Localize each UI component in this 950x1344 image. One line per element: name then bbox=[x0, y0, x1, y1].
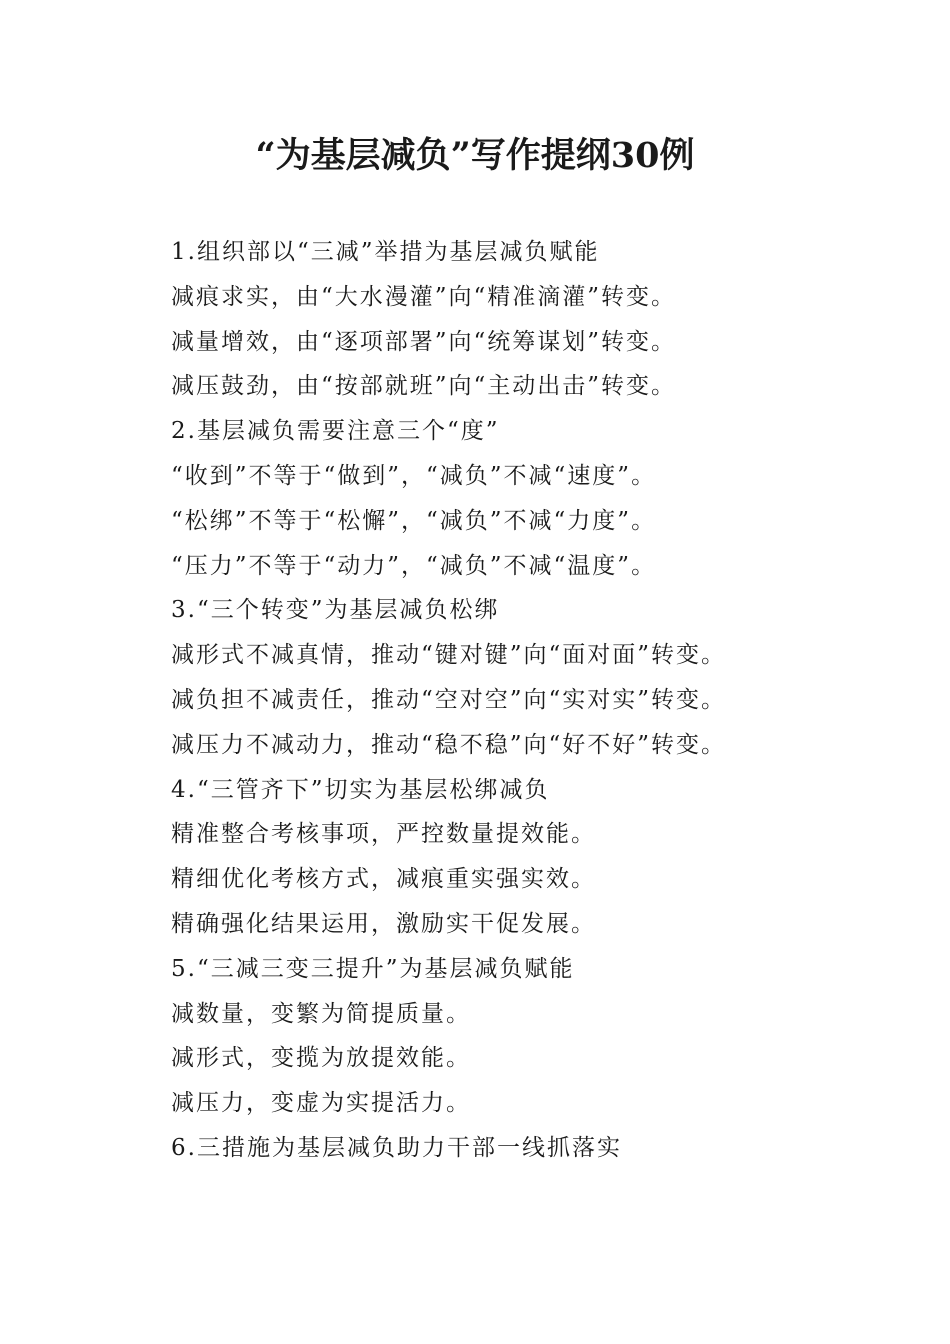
body-line: 减量增效，由“逐项部署”向“统筹谋划”转变。 bbox=[171, 328, 677, 355]
body-line: 减形式不减真情，推动“键对键”向“面对面”转变。 bbox=[171, 642, 727, 669]
body-line: 精确强化结果运用，激励实干促发展。 bbox=[171, 910, 596, 937]
body-line: 减压力，变虚为实提活力。 bbox=[171, 1090, 471, 1117]
body-line: 减压力不减动力，推动“稳不稳”向“好不好”转变。 bbox=[171, 731, 727, 758]
body-line: “松绑”不等于“松懈”，“减负”不减“力度”。 bbox=[171, 507, 657, 534]
heading-3: 3.“三个转变”为基层减负松绑 bbox=[171, 597, 500, 624]
heading-4: 4.“三管齐下”切实为基层松绑减负 bbox=[171, 776, 550, 803]
heading-2: 2.基层减负需要注意三个“度” bbox=[171, 418, 500, 445]
body-line: 精细优化考核方式，减痕重实强实效。 bbox=[171, 866, 596, 893]
body-line: 减数量，变繁为简提质量。 bbox=[171, 1000, 471, 1027]
body-line: 减痕求实，由“大水漫灌”向“精准滴灌”转变。 bbox=[171, 283, 677, 310]
body-line: 减形式，变揽为放提效能。 bbox=[171, 1045, 471, 1072]
body-line: 减压鼓劲，由“按部就班”向“主动出击”转变。 bbox=[171, 373, 677, 400]
document-title: “为基层减负”写作提纲30例 bbox=[255, 135, 695, 176]
body-line: 精准整合考核事项，严控数量提效能。 bbox=[171, 821, 596, 848]
document-body bbox=[171, 230, 911, 1171]
heading-1: 1.组织部以“三减”举措为基层减负赋能 bbox=[171, 239, 600, 265]
heading-5: 5.“三减三变三提升”为基层减负赋能 bbox=[171, 955, 575, 982]
body-line: “压力”不等于“动力”，“减负”不减“温度”。 bbox=[171, 552, 657, 579]
body-line: 减负担不减责任，推动“空对空”向“实对实”转变。 bbox=[171, 686, 727, 713]
body-line: “收到”不等于“做到”，“减负”不减“速度”。 bbox=[171, 462, 657, 489]
heading-6: 6.三措施为基层减负助力干部一线抓落实 bbox=[171, 1134, 622, 1161]
